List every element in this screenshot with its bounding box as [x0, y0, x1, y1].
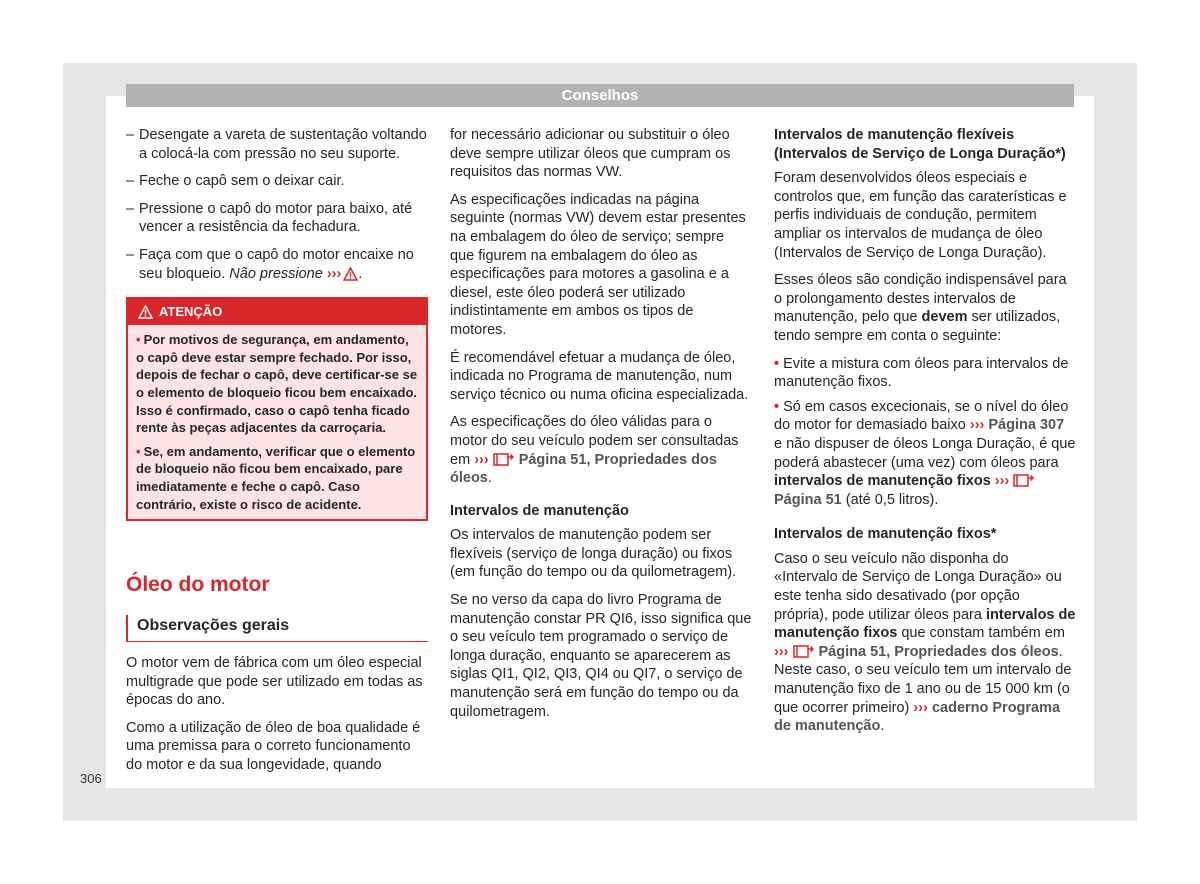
- page-reference-link[interactable]: Página 51, Propriedades dos óleos: [818, 643, 1059, 660]
- paragraph: Os intervalos de manutenção podem ser flexíveis (serviço de longa duração) ou fixos (em função do tempo ou da quilometragem).: [450, 527, 737, 581]
- paragraph: Caso o seu veículo não disponha do «Intervalo de Serviço de Longa Duração» ou este tenha sido desativado (por opção própria), pode utilizar óleos para intervalos de manutenção fixos que constam também em ››› Página 51, Propriedades dos óleos. Neste caso, o seu veículo tem um intervalo de manutenção fixo de 1 ano ou de 15 000 km (o que ocorrer primeiro) ››› caderno Programa de manutenção.: [774, 550, 1076, 735]
- paragraph: Esses óleos são condição indispensável para o prolongamento destes intervalos de manutenção, pelo que devem ser utilizados, tendo sempre em conta o seguinte:: [774, 272, 1067, 344]
- chevron-arrows-icon[interactable]: ›››: [913, 699, 928, 716]
- paragraph: for necessário adicionar ou substituir o óleo deve sempre utilizar óleos que cumpram os requisitos das normas VW.: [450, 127, 731, 181]
- page-reference-link[interactable]: Página 307: [988, 417, 1065, 434]
- step-text: Pressione o capô do motor para baixo, até vencer a resistência da fechadura.: [139, 200, 413, 236]
- paragraph: Foram desenvolvidos óleos especiais e controlos que, em função das caraterísticas e perfis individuais de condução, permitem ampliar os intervalos de mudança de óleo (Intervalos de Serviço de Longa Duração).: [774, 170, 1067, 261]
- subsection-title: Observações gerais: [126, 615, 428, 642]
- page-reference-link[interactable]: Página 51, Propriedades dos óleos: [450, 451, 717, 487]
- page-number: 306: [80, 771, 102, 786]
- book-reference-icon[interactable]: [791, 644, 815, 659]
- section-heading: Intervalos de manutenção: [450, 502, 629, 519]
- paragraph: As especificações do óleo válidas para o motor do seu veículo podem ser consultadas em ››› Página 51, Propriedades dos óleos.: [450, 414, 739, 487]
- step-item: – Desengate a vareta de sustentação voltando a colocá-la com pressão no seu suporte.: [126, 127, 427, 162]
- warning-triangle-icon[interactable]: [343, 267, 358, 281]
- warning-body: [128, 325, 426, 519]
- paragraph: É recomendável efetuar a mudança de óleo, indicada no Programa de manutenção, num serviço técnico ou numa oficina especializada.: [450, 349, 749, 403]
- chevron-arrows-icon[interactable]: ›››: [774, 643, 789, 660]
- step-text: Feche o capô sem o deixar cair.: [139, 173, 345, 190]
- paragraph: Como a utilização de óleo de boa qualidade é uma premissa para o correto funcionamento do motor e da sua longevidade, quando: [126, 719, 421, 774]
- page-reference-link[interactable]: caderno Programa de manutenção: [774, 699, 1061, 735]
- bullet-item: • Evite a mistura com óleos para intervalos de manutenção fixos.: [774, 355, 1069, 391]
- book-reference-icon[interactable]: [491, 452, 515, 467]
- chevron-arrows-icon[interactable]: ›››: [969, 417, 985, 434]
- step-item: – Pressione o capô do motor para baixo, até vencer a resistência da fechadura.: [126, 200, 413, 236]
- warning-item: • Por motivos de segurança, em andamento, o capô deve estar sempre fechado. Por isso, depois de fechar o capô, deve certificar-se se o elemento de bloqueio ficou bem encaixado. Isso é confirmado, caso o capô tenha ficado rente às peças adjacentes da carroçaria.: [136, 332, 418, 436]
- page-header: Conselhos: [126, 84, 1074, 107]
- section-title: Óleo do motor: [126, 573, 270, 597]
- column-1: [126, 126, 428, 784]
- paragraph: Se no verso da capa do livro Programa de manutenção constar PR QI6, isso significa que o seu veículo tem programado o serviço de longa duração, enquanto se aparecerem as siglas QI1, QI2, QI3, QI4 ou QI7, o serviço de manutenção será em função do tempo ou da quilometragem.: [450, 592, 752, 720]
- warning-header: [128, 299, 426, 325]
- step-italic-note: Não pressione: [229, 265, 323, 282]
- step-text: Desengate a vareta de sustentação voltando a colocá-la com pressão no seu suporte.: [139, 127, 427, 162]
- column-3: [774, 126, 1076, 745]
- warning-title: ATENÇÃO: [159, 304, 223, 320]
- bullet-item: • Só em casos excecionais, se o nível do óleo do motor for demasiado baixo ››› Página 307 e não dispuser de óleos Longa Duração, é que poderá abastecer (uma vez) com óleos para intervalos de manutenção fixos ›››Página 51 (até 0,5 litros).: [774, 398, 1076, 508]
- book-reference-icon[interactable]: [1011, 473, 1035, 488]
- chevron-arrows-icon[interactable]: ›››: [474, 451, 489, 468]
- column-2: [450, 126, 752, 730]
- page-reference-link[interactable]: Página 51: [774, 491, 842, 508]
- paragraph: As especificações indicadas na página seguinte (normas VW) devem estar presentes na embalagem do óleo de serviço; sempre que figurem na embalagem do óleo as especificações para motores a gasolina e a diesel, este óleo poderá ser utilizado indistintamente em ambos os tipos de motores.: [450, 191, 746, 338]
- chevron-arrows-icon[interactable]: ›››: [994, 473, 1010, 490]
- warning-item: • Se, em andamento, verificar que o elemento de bloqueio não ficou bem encaixado, pare imediatamente e feche o capô. Caso contrário, existe o risco de acidente.: [136, 443, 416, 512]
- step-text: Faça com que o capô do motor encaixe no seu bloqueio.: [139, 246, 414, 282]
- step-item: – Feche o capô sem o deixar cair.: [126, 173, 345, 190]
- step-item: – Faça com que o capô do motor encaixe no seu bloqueio. Não pressione ››› .: [126, 246, 414, 282]
- paragraph: O motor vem de fábrica com um óleo especial multigrade que pode ser utilizado em todas as épocas do ano.: [126, 655, 423, 709]
- warning-triangle-icon: [138, 305, 153, 319]
- chevron-arrows-icon[interactable]: ›››: [326, 265, 342, 282]
- section-heading: Intervalos de manutenção flexíveis (Intervalos de Serviço de Longa Duração*): [774, 127, 1066, 162]
- warning-box: [126, 297, 428, 521]
- section-heading: Intervalos de manutenção fixos*: [774, 526, 997, 543]
